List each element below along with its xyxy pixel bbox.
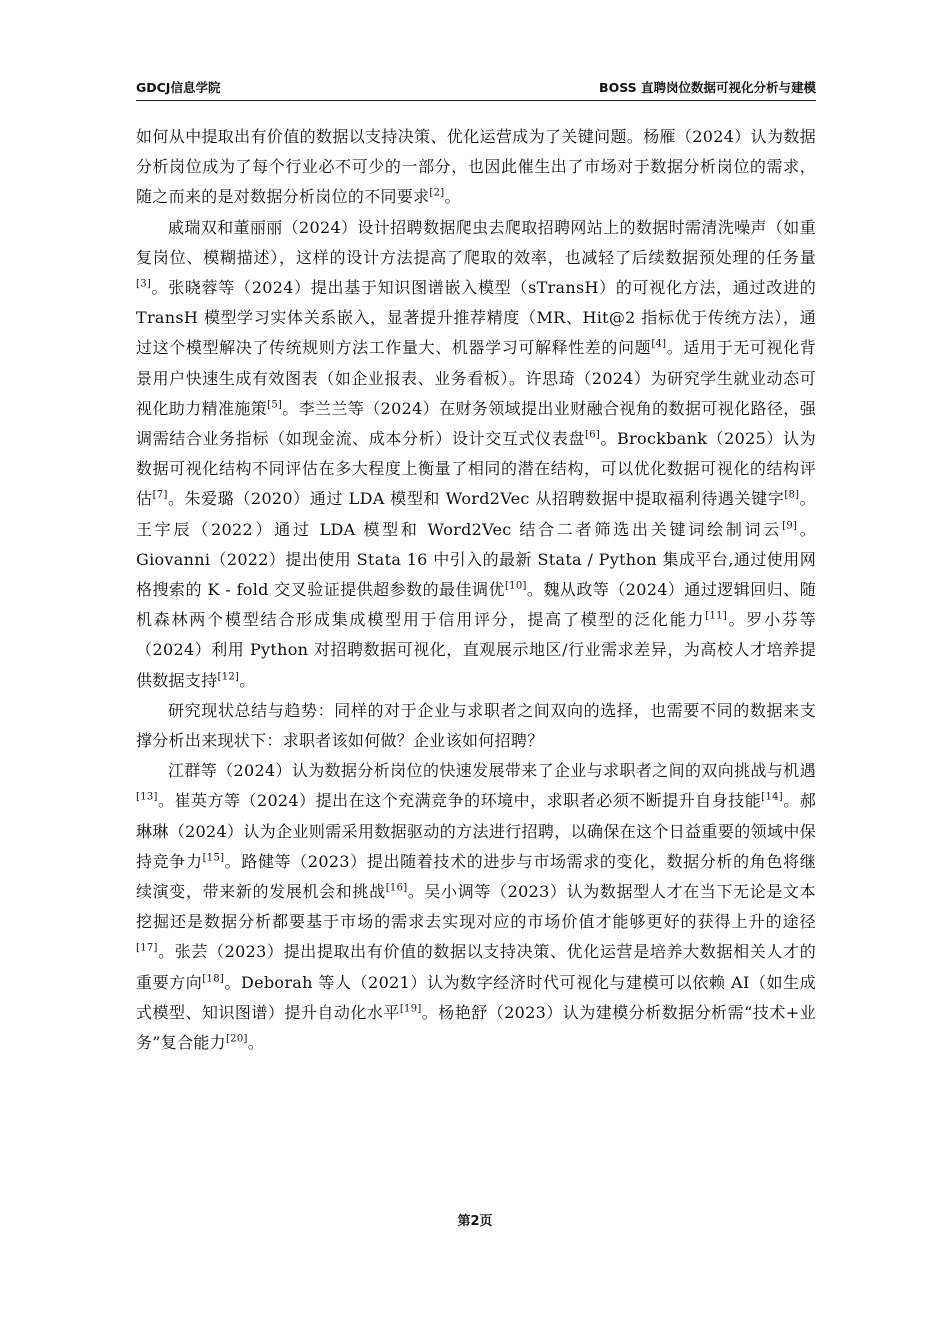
- text-segment: 。Giovanni（2022）提出使用 Stata 16 中引入的最新 Stata / Python 集成平台,通过使用网格搜索的 K - fold 交叉验证提供超参数的最佳调优: [136, 519, 816, 600]
- citation-marker: [17]: [136, 943, 158, 955]
- header-institution: GDCJ信息学院: [136, 80, 221, 95]
- citation-marker: [9]: [782, 520, 798, 532]
- citation-marker: [19]: [399, 1003, 422, 1015]
- paragraph: [136, 756, 816, 1058]
- text-segment: 。李兰兰等（2024）在财务领域提出业财融合视角的数据可视化路径，强调需结合业务指标（如现金流、成本分析）设计交互式仪表盘: [136, 398, 816, 449]
- text-segment: 。吴小调等（2023）认为数据型人才在当下无论是文本挖掘还是数据分析都要基于市场的需求去实现对应的市场价值才能够更好的获得上升的途径: [136, 882, 816, 932]
- text-segment: 。朱爱璐（2020）通过 LDA 模型和 Word2Vec 从招聘数据中提取福利待遇关键字: [167, 489, 785, 509]
- citation-marker: [12]: [217, 671, 240, 683]
- header-divider: [136, 100, 816, 101]
- citation-marker: [4]: [651, 339, 667, 351]
- paragraph: [136, 122, 816, 213]
- text-segment: 。适用于无可视化背景用户快速生成有效图表（如企业报表、业务看板）。许思琦（2024）为研究学生就业动态可视化助力精准施策: [136, 338, 816, 418]
- text-segment: 如何从中提取出有价值的数据以支持决策、优化运营成为了关键问题。杨雁（2024）认为数据分析岗位成为了每个行业必不可少的一部分，也因此催生出了市场对于数据分析岗位的需求，随之而来的是对数据分析岗位的不同要求: [136, 127, 816, 207]
- text-segment: 。: [247, 1033, 265, 1053]
- body-text: [136, 122, 816, 1058]
- text-segment: 。: [239, 670, 256, 690]
- page-number: 第2页: [457, 1214, 493, 1229]
- citation-marker: [6]: [585, 429, 601, 441]
- header-document-title: BOSS 直聘岗位数据可视化分析与建模: [599, 80, 816, 95]
- citation-marker: [20]: [225, 1033, 248, 1045]
- paragraph: [136, 213, 816, 696]
- citation-marker: [7]: [152, 490, 168, 502]
- text-segment: 。张芸（2023）提出提取出有价值的数据以支持决策、优化运营是培养大数据相关人才的重要方向: [136, 942, 816, 992]
- text-segment: 。Deborah 等人（2021）认为数字经济时代可视化与建模可以依赖 AI（如生成式模型、知识图谱）提升自动化水平: [136, 972, 817, 1022]
- page-header: [136, 78, 816, 98]
- text-segment: 。路健等（2023）提出随着技术的进步与市场需求的变化，数据分析的角色将继续演变，带来新的发展机会和挑战: [136, 851, 816, 902]
- text-segment: 研究现状总结与趋势：同样的对于企业与求职者之间双向的选择，也需要不同的数据来支撑分析出来现状下：求职者该如何做？企业该如何招聘？: [136, 700, 816, 751]
- paragraph: [136, 696, 816, 756]
- text-segment: 。罗小芬等（2024）利用 Python 对招聘数据可视化，直观展示地区/行业需求差异，为高校人才培养提供数据支持: [136, 610, 816, 690]
- text-segment: 。王宇辰（2022）通过 LDA 模型和 Word2Vec 结合二者筛选出关键词绘制词云: [136, 489, 816, 539]
- citation-marker: [18]: [202, 973, 225, 985]
- text-segment: 江群等（2024）认为数据分析岗位的快速发展带来了企业与求职者之间的双向挑战与机遇: [168, 761, 816, 781]
- citation-marker: [3]: [136, 278, 152, 290]
- text-segment: 。Brockbank（2025）认为数据可视化结构不同评估在多大程度上衡量了相同的潜在结构，可以优化数据可视化的结构评估: [136, 429, 816, 509]
- text-segment: 。张晓蓉等（2024）提出基于知识图谱嵌入模型（sTransH）的可视化方法，通过改进的 TransH 模型学习实体关系嵌入，显著提升推荐精度（MR、Hit@2 指标优于传统方法），通过这个模型解决了传统规则方法工作量大、机器学习可解释性差的问题: [136, 278, 816, 358]
- text-segment: 。魏从政等（2024）通过逻辑回归、随机森林两个模型结合形成集成模型用于信用评分，提高了模型的泛化能力: [136, 580, 816, 630]
- citation-marker: [10]: [504, 580, 527, 592]
- text-segment: 。: [444, 187, 461, 207]
- text-segment: 。崔英方等（2024）提出在这个充满竞争的环境中，求职者必须不断提升自身技能: [157, 791, 762, 811]
- citation-marker: [11]: [705, 610, 728, 622]
- text-segment: 。杨艳舒（2023）认为建模分析数据分析需“技术+业务”复合能力: [136, 1002, 816, 1053]
- citation-marker: [5]: [267, 399, 283, 411]
- citation-marker: [13]: [136, 792, 158, 804]
- citation-marker: [2]: [429, 188, 445, 200]
- citation-marker: [8]: [784, 490, 800, 502]
- citation-marker: [14]: [761, 792, 783, 804]
- text-segment: 戚瑞双和董丽丽（2024）设计招聘数据爬虫去爬取招聘网站上的数据时需清洗噪声（如重复岗位、模糊描述），这样的设计方法提高了爬取的效率，也减轻了后续数据预处理的任务量: [136, 217, 816, 267]
- citation-marker: [16]: [385, 882, 408, 894]
- citation-marker: [15]: [202, 852, 225, 864]
- text-segment: 。郝琳琳（2024）认为企业则需采用数据驱动的方法进行招聘，以确保在这个日益重要的领域中保持竞争力: [136, 791, 816, 871]
